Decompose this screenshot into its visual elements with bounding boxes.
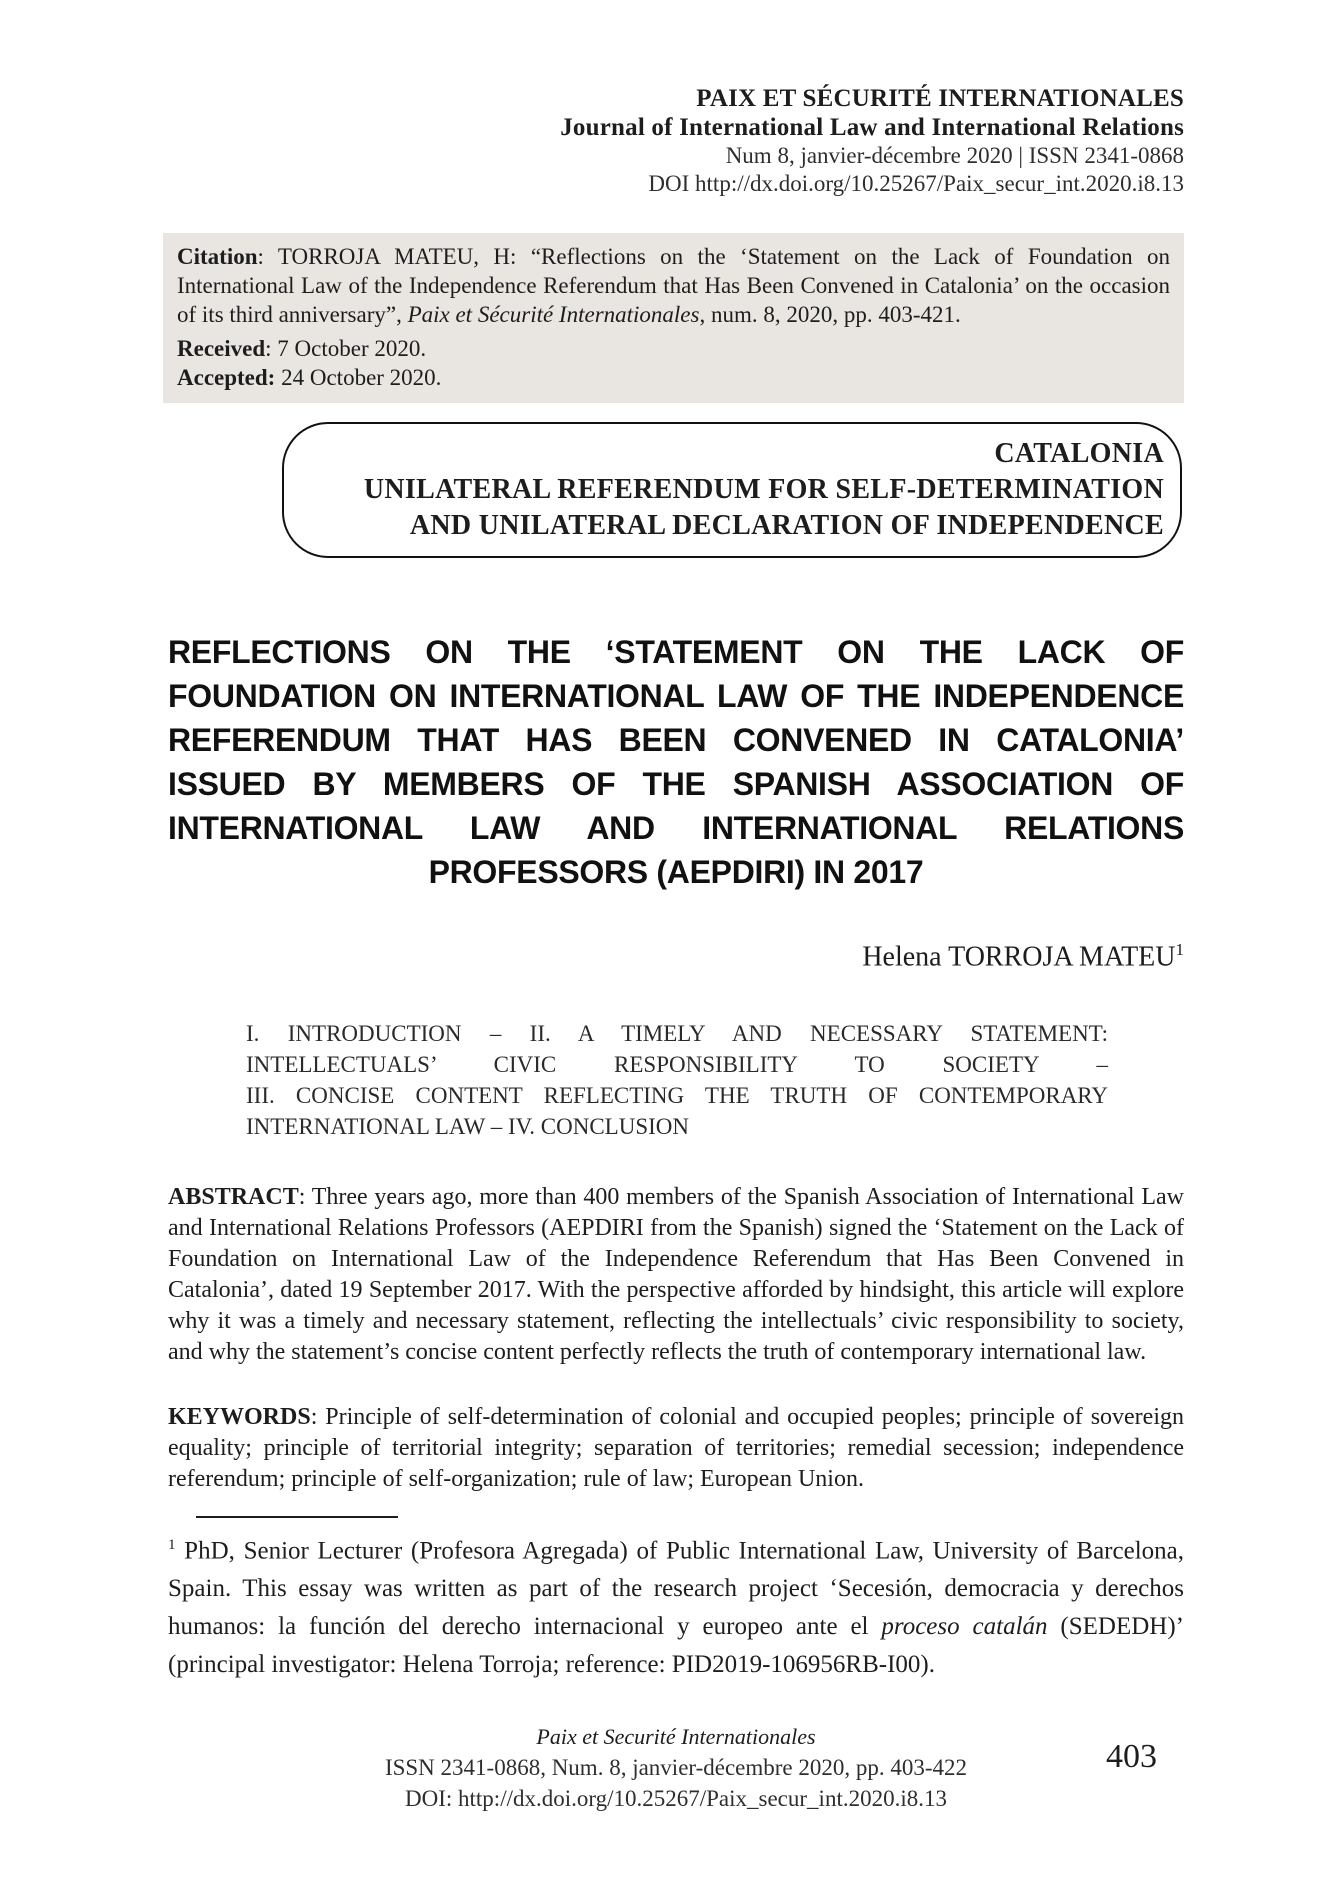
page-content-column <box>168 0 1184 1890</box>
masthead-doi-line: DOI http://dx.doi.org/10.25267/Paix_secur_int.2020.i8.13 <box>648 171 1184 196</box>
abstract-paragraph <box>168 1182 1184 1368</box>
toc-line: I. INTRODUCTION – II. A TIMELY AND NECESSARY STATEMENT: <box>246 1021 1108 1046</box>
citation-text <box>177 242 1170 329</box>
keywords-label: KEYWORDS <box>168 1404 311 1430</box>
accepted-line <box>177 363 1170 392</box>
journal-subtitle: Journal of International Law and International Relations <box>560 114 1184 141</box>
footnote-italic-phrase: proceso catalán <box>881 1613 1048 1641</box>
keywords-paragraph <box>168 1402 1184 1495</box>
footer-doi-line: DOI: http://dx.doi.org/10.25267/Paix_secur_int.2020.i8.13 <box>405 1786 947 1811</box>
citation-journal-name: Paix et Sécurité Internationales <box>407 302 700 327</box>
article-title <box>168 630 1184 894</box>
topic-box <box>282 422 1182 558</box>
journal-masthead <box>168 84 1184 198</box>
footnote-text: PhD, Senior Lecturer (Profesora Agregada) of Public International Law, University of Barcelona, Spain. This essay was written as part of the research project ‘Secesión, democracia y derechos humanos: la función del derecho internacional y europeo ante el <box>168 1537 1184 1641</box>
toc-line: INTELLECTUALS’ CIVIC RESPONSIBILITY TO SOCIETY – <box>246 1052 1108 1077</box>
article-title-line: REFERENDUM THAT HAS BEEN CONVENED IN CATALONIA’ <box>168 722 1184 758</box>
footnote-separator-rule <box>196 1516 398 1518</box>
keywords-text: : Principle of self-determination of colonial and occupied peoples; principle of sovereign equality; principle of territorial integrity; separation of territories; remedial secession; independence referendum; principle of self-organization; rule of law; European Union. <box>168 1404 1184 1492</box>
citation-tail: , num. 8, 2020, pp. 403-421. <box>699 302 961 327</box>
page-footer <box>168 1722 1184 1814</box>
toc-line: III. CONCISE CONTENT REFLECTING THE TRUTH OF CONTEMPORARY <box>246 1083 1108 1108</box>
page-number: 403 <box>1106 1738 1157 1775</box>
citation-label: Citation <box>177 244 258 269</box>
article-title-line: ISSUED BY MEMBERS OF THE SPANISH ASSOCIATION OF <box>168 766 1184 802</box>
author-name: Helena TORROJA MATEU <box>862 941 1176 973</box>
received-date: : 7 October 2020. <box>265 336 427 361</box>
abstract-text: : Three years ago, more than 400 members of the Spanish Association of International Law and International Relations Professors (AEPDIRI from the Spanish) signed the ‘Statement on the Lack of Foundation on International Law of the Independence Referendum that Has Been Convened in Catalonia’, dated 19 September 2017. With the perspective afforded by hindsight, this article will explore why it was a timely and necessary statement, reflecting the intellectuals’ civic responsibility to society, and why the statement’s concise content perfectly reflects the truth of contemporary international law. <box>168 1184 1184 1365</box>
article-title-line: FOUNDATION ON INTERNATIONAL LAW OF THE INDEPENDENCE <box>168 678 1184 714</box>
accepted-label: Accepted: <box>177 365 276 390</box>
accepted-date: 24 October 2020. <box>275 365 442 390</box>
issue-issn-line: Num 8, janvier-décembre 2020 | ISSN 2341-0868 <box>725 143 1184 168</box>
article-title-line: PROFESSORS (AEPDIRI) IN 2017 <box>428 854 924 890</box>
citation-body: : TORROJA MATEU, H: “Reflections on the ‘Statement on the Lack of Foundation on International Law of the Independence Referendum that Has Been Convened in Catalonia’ on the occasion of its third anniversary”, <box>177 244 1170 327</box>
topic-box-line-2: UNILATERAL REFERENDUM FOR SELF-DETERMINATION <box>363 474 1164 505</box>
footnote-tail: (SEDEDH)’ (principal investigator: Helena Torroja; reference: PID2019-106956RB-I00). <box>168 1613 1184 1679</box>
footnote-paragraph <box>168 1526 1184 1684</box>
footer-journal-name: Paix et Securité Internationales <box>536 1724 816 1749</box>
received-label: Received <box>177 336 266 361</box>
journal-title: PAIX ET SÉCURITÉ INTERNATIONALES <box>696 85 1184 112</box>
table-of-contents <box>246 1018 1108 1142</box>
abstract-label: ABSTRACT <box>168 1184 299 1210</box>
topic-box-line-1: CATALONIA <box>994 438 1164 469</box>
article-title-line: REFLECTIONS ON THE ‘STATEMENT ON THE LACK OF <box>168 634 1184 670</box>
footer-issn-line: ISSN 2341-0868, Num. 8, janvier-décembre 2020, pp. 403-422 <box>384 1755 968 1780</box>
author-line <box>862 934 1184 973</box>
author-footnote-mark: 1 <box>1175 940 1184 959</box>
article-title-line: INTERNATIONAL LAW AND INTERNATIONAL RELATIONS <box>168 810 1184 846</box>
footnote-mark: 1 <box>168 1537 176 1553</box>
citation-block <box>163 233 1184 403</box>
toc-line: INTERNATIONAL LAW – IV. CONCLUSION <box>246 1114 690 1139</box>
received-line <box>177 334 1170 363</box>
topic-box-line-3: AND UNILATERAL DECLARATION OF INDEPENDENCE <box>409 510 1164 541</box>
